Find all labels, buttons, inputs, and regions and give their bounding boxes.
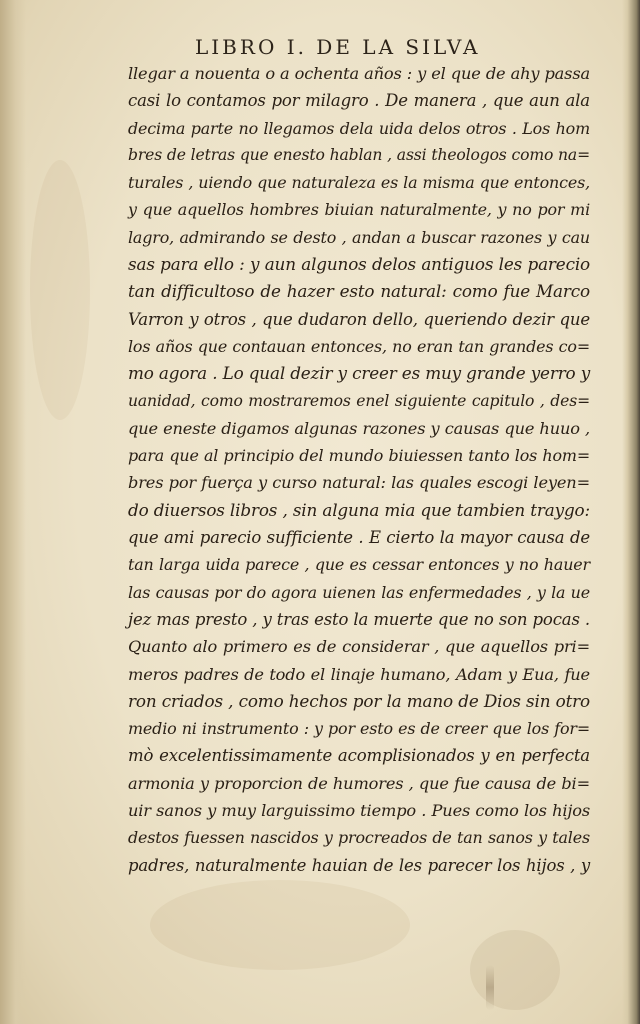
- paper-stain: [30, 160, 90, 420]
- text-line: uanidad, como mostraremos enel siguiente capitulo , des=: [128, 391, 590, 410]
- text-line: mò excelentissimamente acomplisionados y en perfecta: [128, 746, 590, 766]
- text-line: tan difficultoso de hazer esto natural: como fue Marco: [128, 281, 590, 302]
- paper-fold-mark: [486, 965, 494, 1010]
- text-line: do diuersos libros , sin alguna mia que tambien traygo:: [128, 499, 590, 520]
- text-line: bres por fuerça y curso natural: las quales escogi leyen=: [128, 473, 590, 493]
- text-line: y que aquellos hombres biuian naturalmente, y no por mi: [128, 200, 590, 220]
- text-line: decima parte no llegamos dela uida delos otros . Los hom: [128, 118, 590, 138]
- text-line: que eneste digamos algunas razones y causas que huuo ,: [128, 418, 590, 438]
- text-line: llegar a nouenta o a ochenta años : y el que de ahy passa: [128, 64, 590, 83]
- text-line: jez mas presto , y tras esto la muerte que no son pocas .: [128, 609, 590, 629]
- text-line: tan larga uida parece , que es cessar entonces y no hauer: [128, 555, 590, 575]
- text-line: medio ni instrumento : y por esto es de creer que los for=: [128, 719, 590, 739]
- body-text: [128, 60, 590, 879]
- text-line: lagro, admirando se desto , andan a buscar razones y cau: [128, 227, 590, 247]
- text-line: para que al principio del mundo biuiessen tanto los hom=: [128, 446, 590, 466]
- text-line: meros padres de todo el linaje humano, Adam y Eua, fue: [128, 664, 590, 684]
- text-line: que ami parecio sufficiente . E cierto la mayor causa de: [128, 528, 590, 548]
- text-line: armonia y proporcion de humores , que fue causa de bi=: [128, 773, 590, 793]
- text-line: casi lo contamos por milagro . De manera , que aun ala: [128, 91, 590, 111]
- text-line: bres de letras que enesto hablan , assi theologos como na=: [128, 145, 590, 164]
- running-head: LIBRO I. DE LA SILVA: [195, 35, 481, 59]
- page-edge-shadow: [622, 0, 640, 1024]
- text-line: turales , uiendo que naturaleza es la misma que entonces,: [128, 173, 590, 193]
- text-line: padres, naturalmente hauian de les parecer los hijos , y: [128, 855, 590, 875]
- paper-stain: [150, 880, 410, 970]
- text-line: Varron y otros , que dudaron dello, queriendo dezir que: [128, 309, 590, 329]
- text-line: Quanto alo primero es de considerar , que aquellos pri=: [128, 637, 590, 657]
- text-line: las causas por do agora uienen las enfermedades , y la ue: [128, 582, 590, 602]
- text-line: sas para ello : y aun algunos delos antiguos les parecio: [128, 254, 590, 275]
- text-line: los años que contauan entonces, no eran tan grandes co=: [128, 336, 590, 356]
- page-gutter-shadow: [0, 0, 26, 1024]
- text-line: ron criados , como hechos por la mano de Dios sin otro: [128, 690, 590, 711]
- text-line: mo agora . Lo qual dezir y creer es muy grande yerro y: [128, 363, 591, 384]
- text-line: uir sanos y muy larguissimo tiempo . Pues como los hijos: [128, 801, 590, 821]
- text-line: destos fuessen nascidos y procreados de tan sanos y tales: [128, 828, 590, 848]
- paper-stain: [470, 930, 560, 1010]
